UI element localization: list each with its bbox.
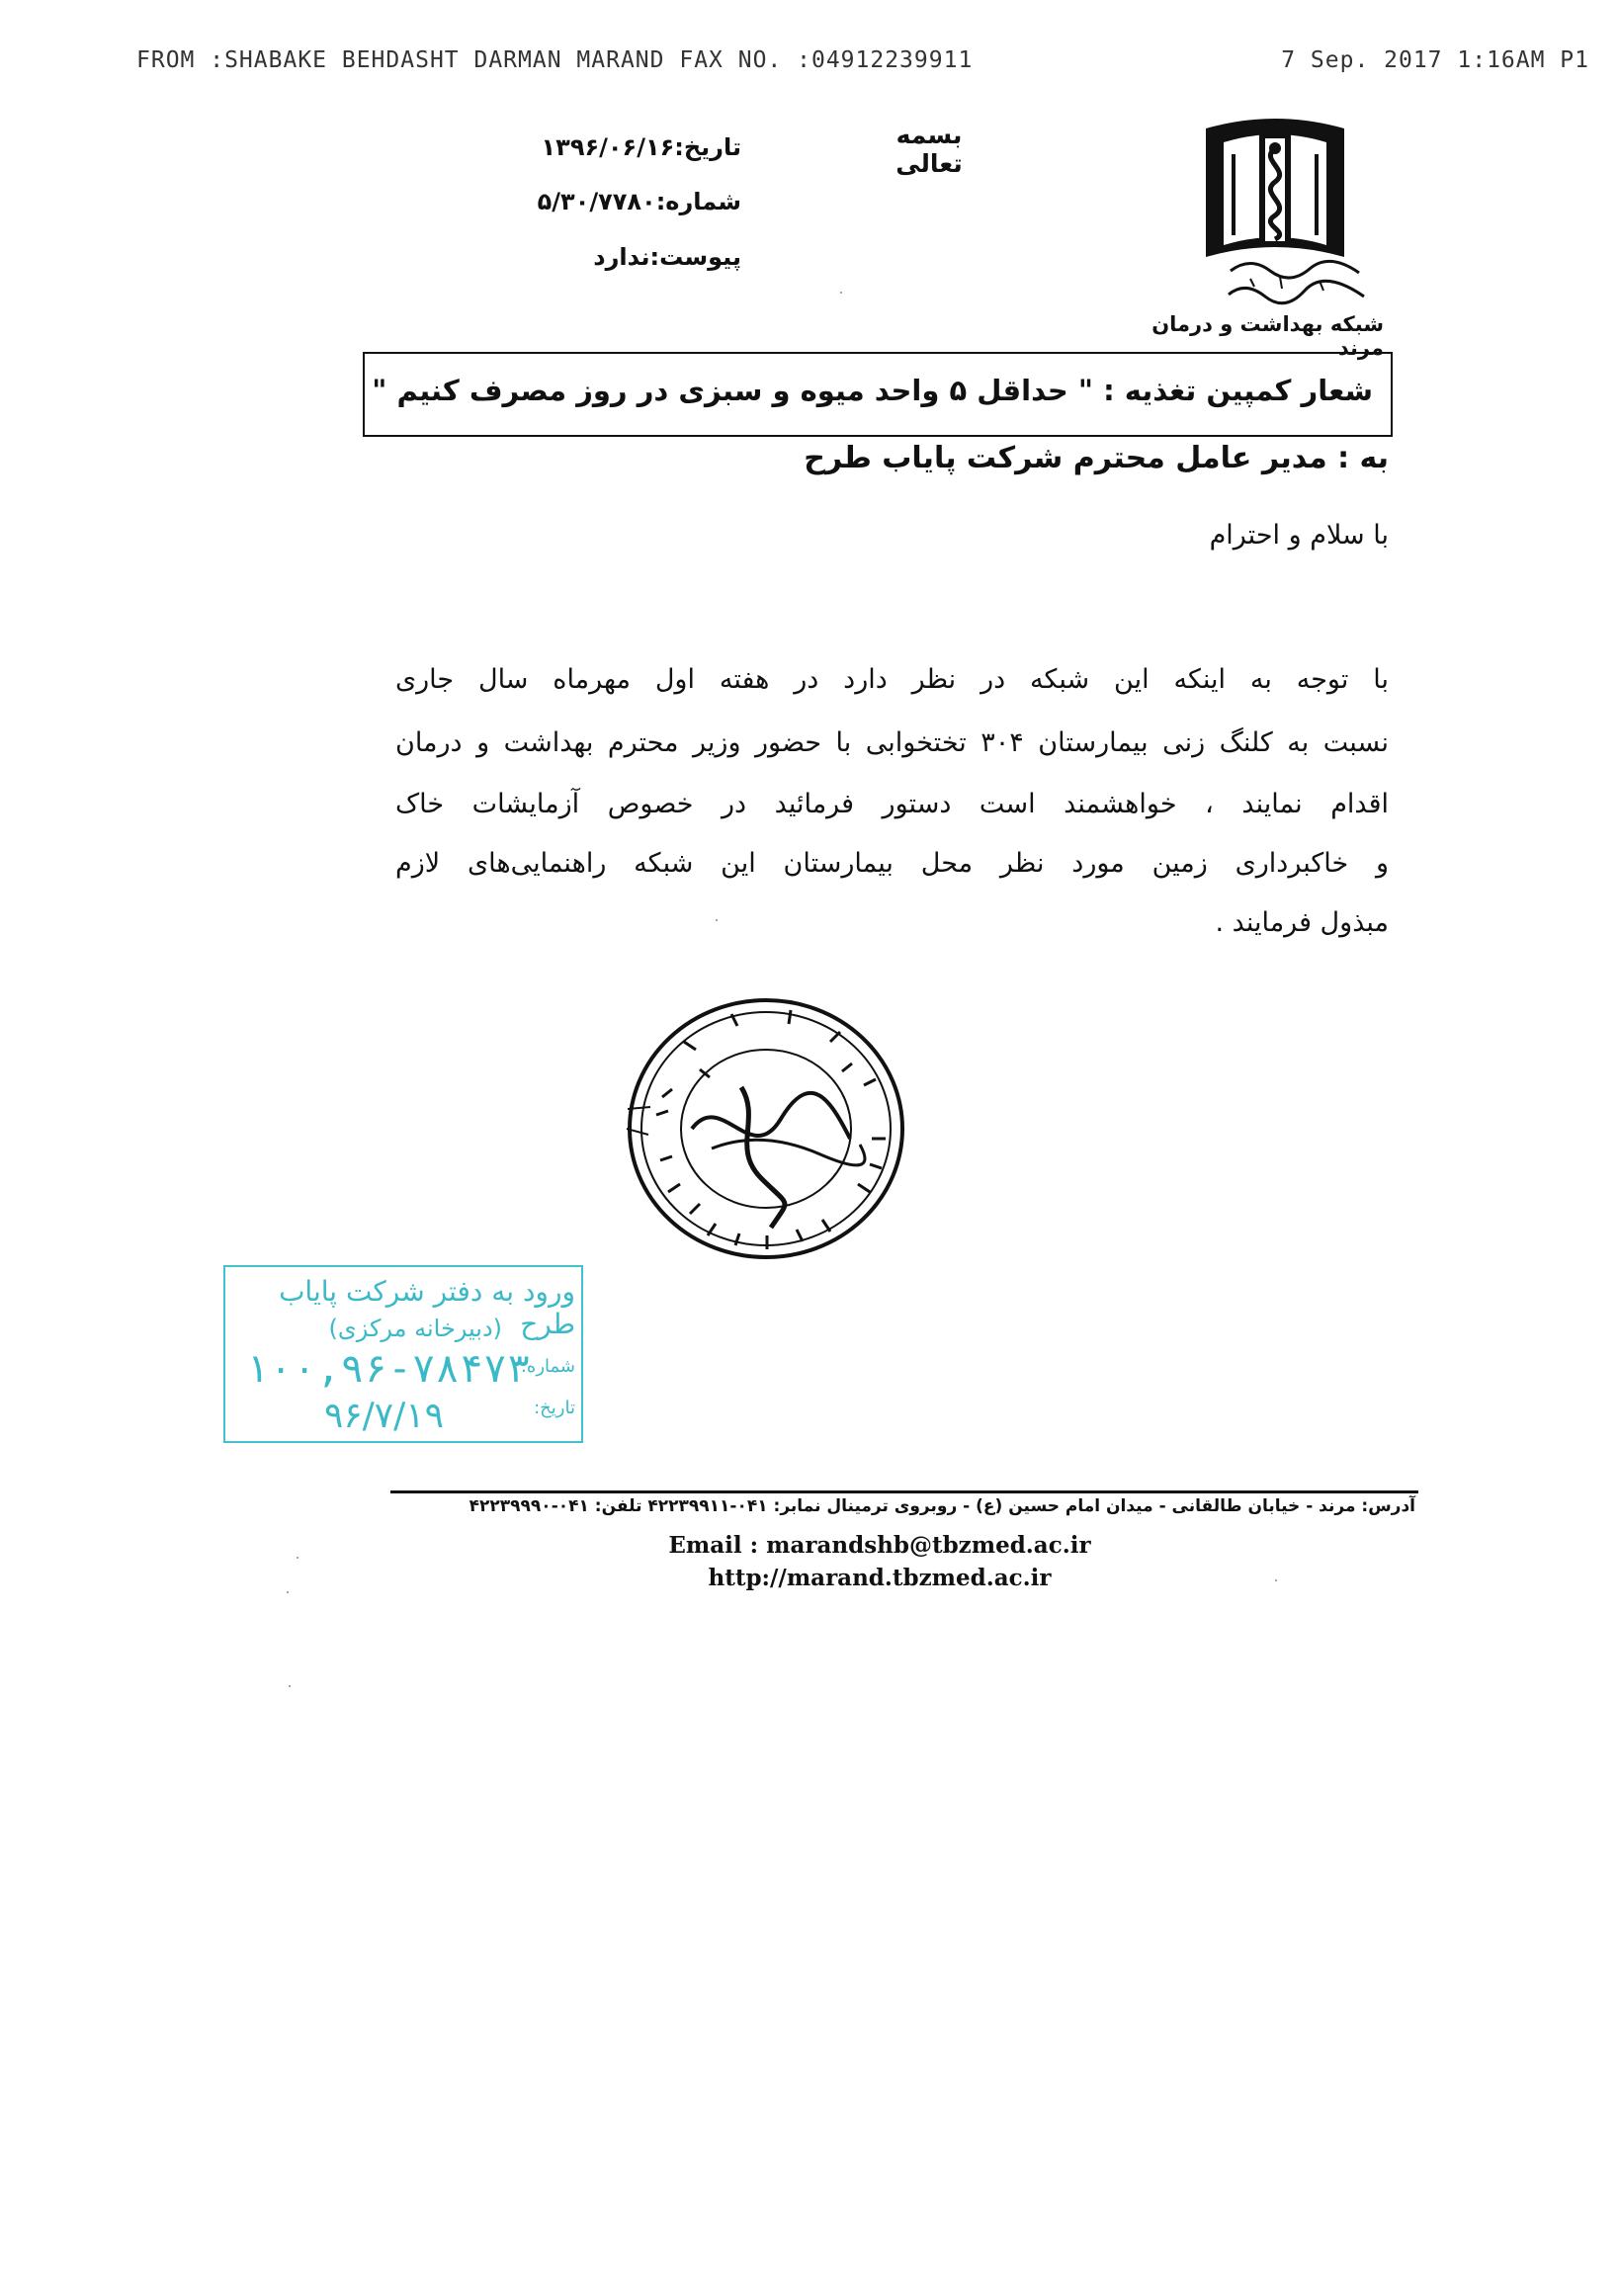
body-line: مبذول فرمایند . bbox=[1215, 907, 1389, 938]
stamp-date-label: تاریخ: bbox=[534, 1398, 575, 1418]
logo-calligraphy bbox=[1221, 251, 1369, 316]
recipient-line: به : مدیر عامل محترم شرکت پایاب طرح bbox=[804, 441, 1389, 475]
official-seal bbox=[593, 980, 919, 1277]
org-name: شبکه بهداشت و درمان مرند bbox=[1151, 312, 1384, 360]
body-line: با توجه به اینکه این شبکه در نظر دارد در هفته اول مهرماه سال جاری bbox=[395, 664, 1389, 695]
footer-website: http://marand.tbzmed.ac.ir bbox=[708, 1565, 1052, 1591]
scan-speck bbox=[1275, 1579, 1277, 1581]
stamp-number-value: ۱۰۰,۹۶-۷۸۴۷۳ bbox=[245, 1346, 531, 1392]
slogan-box bbox=[363, 352, 1393, 437]
footer-address: آدرس: مرند - خیابان طالقانی - میدان امام حسین (ع) - روبروی ترمینال نمابر: ۰۴۱-۴۲۲۳۹۹۱۱ تلفن: ۰۴۱-۴۲۲۳۹۹۹۰ bbox=[469, 1496, 1415, 1516]
body-line: اقدام نمایند ، خواهشمند است دستور فرمائید در خصوص آزمایشات خاک bbox=[395, 789, 1389, 819]
scan-speck bbox=[716, 919, 718, 921]
scan-speck bbox=[287, 1591, 289, 1593]
seal-stamp-icon bbox=[593, 980, 919, 1277]
body-line: و خاکبرداری زمین مورد نظر محل بیمارستان این شبکه راهنمایی‌های لازم bbox=[395, 848, 1389, 879]
stamp-date-value: ۹۶/۷/۱۹ bbox=[324, 1396, 444, 1436]
fax-from: FROM :SHABAKE BEHDASHT DARMAN MARAND FAX NO. :04912239911 bbox=[136, 47, 974, 73]
footer-email: Email : marandshb@tbzmed.ac.ir bbox=[668, 1532, 1091, 1559]
scan-speck bbox=[840, 292, 842, 294]
scan-speck bbox=[289, 1685, 291, 1687]
slogan-text: شعار کمپین تغذیه : " حداقل ۵ واحد میوه و سبزی در روز مصرف کنیم " bbox=[372, 374, 1373, 407]
scan-speck bbox=[297, 1557, 298, 1559]
calligraphy-mark-icon bbox=[1221, 251, 1369, 316]
letter-number: شماره:۵/۳۰/۷۷۸۰ bbox=[537, 188, 741, 215]
fax-timestamp: 7 Sep. 2017 1:16AM P1 bbox=[1281, 47, 1589, 73]
fax-header bbox=[136, 47, 1589, 83]
stamp-subtitle: (دبیرخانه مرکزی) bbox=[328, 1315, 502, 1342]
greeting: با سلام و احترام bbox=[1209, 520, 1389, 551]
stamp-number-label: شماره: bbox=[520, 1356, 575, 1377]
footer-divider bbox=[390, 1490, 1418, 1493]
stamp-title: ورود به دفتر شرکت پایاب طرح bbox=[279, 1275, 575, 1340]
body-line: نسبت به کلنگ زنی بیمارستان ۳۰۴ تختخوابی با حضور وزیر محترم بهداشت و درمان bbox=[395, 727, 1389, 758]
letter-attachment: پیوست:ندارد bbox=[593, 243, 741, 271]
bismillah: بسمه تعالی bbox=[895, 121, 963, 178]
letter-date: تاریخ:۱۳۹۶/۰۶/۱۶ bbox=[541, 133, 741, 161]
receipt-stamp bbox=[223, 1265, 583, 1443]
